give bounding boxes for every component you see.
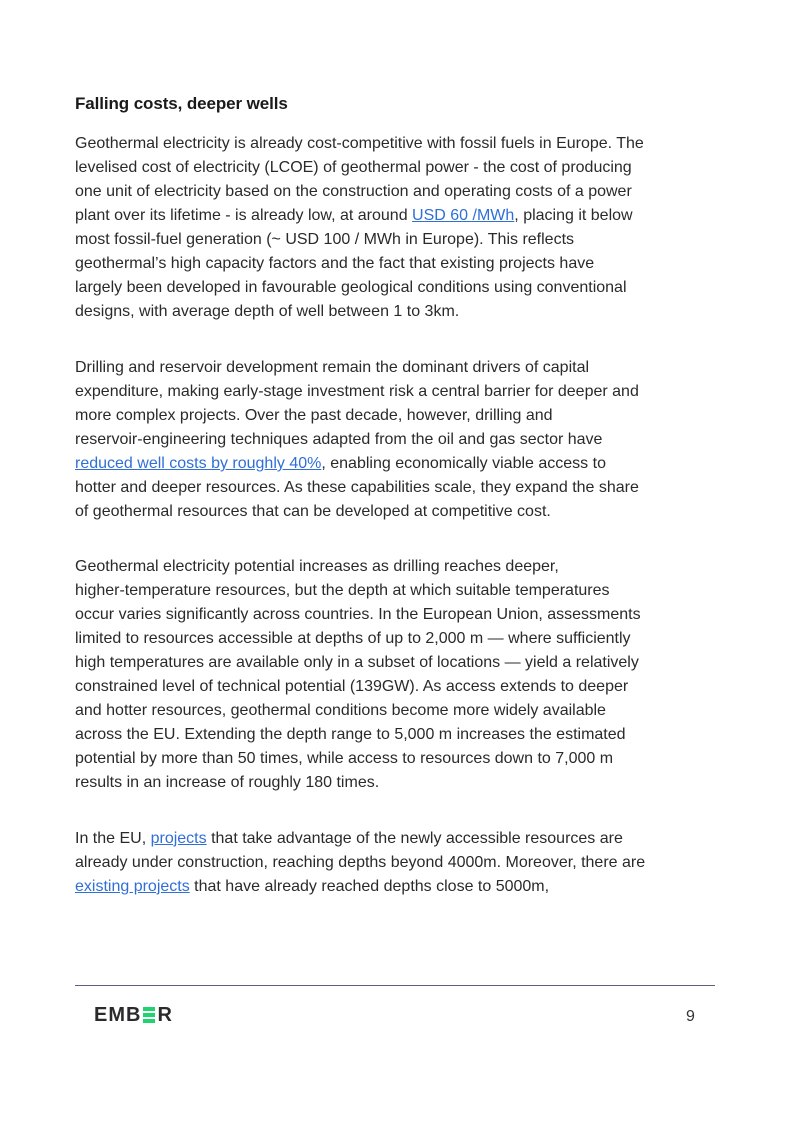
text-segment: limited to resources accessible at depths of up to 2,000 m — where sufficiently [75,630,631,647]
text-segment: Geothermal electricity is already cost-competitive with fossil fuels in Europe. The [75,135,644,152]
text-line [75,747,725,771]
text-segment: , placing it below [514,207,633,224]
text-line [75,875,725,899]
text-line [75,699,725,723]
text-line [75,627,725,651]
footer-divider [75,985,715,986]
text-line [75,276,725,300]
text-line [75,356,725,380]
page-number: 9 [686,1008,695,1025]
text-segment: more complex projects. Over the past decade, however, drilling and [75,407,553,424]
text-line [75,180,725,204]
text-line [75,228,725,252]
text-segment: high temperatures are available only in a subset of locations — yield a relatively [75,654,639,671]
text-line [75,204,725,228]
text-segment: one unit of electricity based on the construction and operating costs of a power [75,183,632,200]
text-segment: , enabling economically viable access to [321,455,606,472]
inline-link[interactable]: reduced well costs by roughly 40% [75,455,322,472]
inline-link[interactable]: USD 60 /MWh [412,207,515,224]
paragraph-4 [75,827,725,899]
logo-text-left: EMB [94,1003,142,1026]
text-segment: that have already reached depths close to 5000m, [189,878,550,895]
text-segment: plant over its lifetime - is already low, at around [75,207,413,224]
text-line [75,500,725,524]
text-segment: potential by more than 50 times, while access to resources down to 7,000 m [75,750,614,767]
text-line [75,380,725,404]
text-segment: that take advantage of the newly accessible resources are [206,830,623,847]
paragraph-1 [75,132,725,324]
text-segment: across the EU. Extending the depth range to 5,000 m increases the estimated [75,726,626,743]
text-line [75,603,725,627]
text-segment: hotter and deeper resources. As these capabilities scale, they expand the share [75,479,639,496]
text-line [75,555,725,579]
text-line [75,404,725,428]
text-segment: and hotter resources, geothermal conditions become more widely available [75,702,606,719]
logo-text-right: R [157,1003,173,1026]
logo-e-bars-icon [143,1007,155,1023]
text-line [75,723,725,747]
text-line [75,851,725,875]
text-segment: Drilling and reservoir development remain the dominant drivers of capital [75,359,590,376]
text-line [75,675,725,699]
text-segment: higher-temperature resources, but the depth at which suitable temperatures [75,582,610,599]
text-segment: most fossil-fuel generation (~ USD 100 / MWh in Europe). This reflects [75,231,575,248]
inline-link[interactable]: projects [150,830,207,847]
text-line [75,300,725,324]
text-segment: Geothermal electricity potential increases as drilling reaches deeper, [75,558,559,575]
text-segment: already under construction, reaching depths beyond 4000m. Moreover, there are [75,854,646,871]
text-segment: results in an increase of roughly 180 times. [75,774,380,791]
text-line [75,476,725,500]
text-line [75,156,725,180]
text-line [75,651,725,675]
text-line [75,771,725,795]
paragraph-2 [75,356,725,524]
text-line [75,252,725,276]
text-segment: geothermal’s high capacity factors and the fact that existing projects have [75,255,595,272]
text-segment: expenditure, making early-stage investment risk a central barrier for deeper and [75,383,639,400]
text-segment: levelised cost of electricity (LCOE) of geothermal power - the cost of producing [75,159,632,176]
text-line [75,827,725,851]
text-line [75,452,725,476]
text-segment: reservoir-engineering techniques adapted from the oil and gas sector have [75,431,603,448]
text-segment: constrained level of technical potential (139GW). As access extends to deeper [75,678,629,695]
ember-logo [94,1004,173,1026]
text-segment: occur varies significantly across countries. In the European Union, assessments [75,606,641,623]
text-segment: designs, with average depth of well between 1 to 3km. [75,303,460,320]
inline-link[interactable]: existing projects [75,878,190,895]
text-segment: of geothermal resources that can be developed at competitive cost. [75,503,551,520]
text-line [75,579,725,603]
section-heading: Falling costs, deeper wells [75,94,288,113]
paragraph-3 [75,555,725,795]
text-line [75,132,725,156]
text-line [75,428,725,452]
text-segment: In the EU, [75,830,151,847]
text-segment: largely been developed in favourable geological conditions using conventional [75,279,627,296]
